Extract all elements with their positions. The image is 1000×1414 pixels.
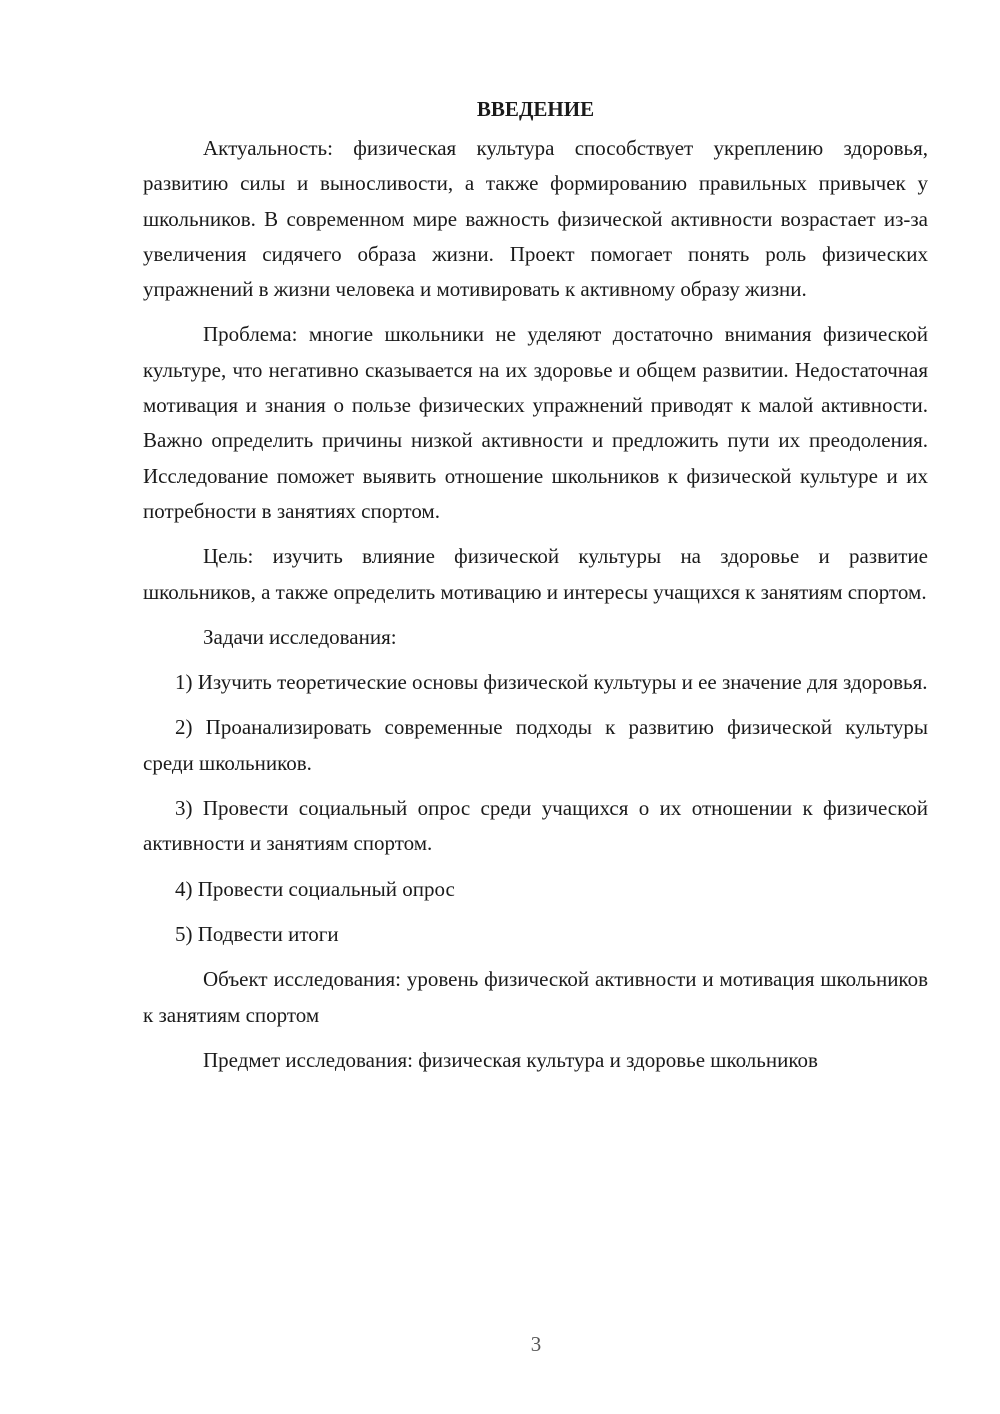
list-item: 4) Провести социальный опрос: [175, 876, 455, 901]
tasks-heading: Задачи исследования:: [203, 624, 397, 649]
list-item: 2) Проанализировать современные подходы к развитию физической культуры среди школьников.: [143, 715, 928, 775]
goal-paragraph: Цель: изучить влияние физической культуры на здоровье и развитие школьников, а также определить мотивацию и интересы учащихся к занятиям спортом.: [143, 544, 928, 604]
document-page: [143, 92, 928, 1088]
page-number: 3: [530, 1332, 542, 1356]
page-title: ВВЕДЕНИЕ: [476, 97, 595, 121]
problem-paragraph: Проблема: многие школьники не уделяют достаточно внимания физической культуре, что негативно сказывается на их здоровье и общем развитии. Недостаточная мотивация и знания о пользе физических упражнений приводят к малой активности. Важно определить причины низкой активности и предложить пути их преодоления. Исследование поможет выявить отношение школьников к физической культуре и их потребности в занятиях спортом.: [143, 322, 928, 523]
subject-paragraph: Предмет исследования: физическая культура и здоровье школьников: [203, 1047, 818, 1072]
list-item: 5) Подвести итоги: [175, 921, 339, 946]
list-item: 1) Изучить теоретические основы физической культуры и ее значение для здоровья.: [175, 670, 928, 695]
list-item: 3) Провести социальный опрос среди учащихся о их отношении к физической активности и занятиям спортом.: [143, 796, 928, 856]
relevance-paragraph: Актуальность: физическая культура способствует укреплению здоровья, развитию силы и выносливости, а также формированию правильных привычек у школьников. В современном мире важность физической активности возрастает из-за увеличения сидячего образа жизни. Проект помогает понять роль физических упражнений в жизни человека и мотивировать к активному образу жизни.: [143, 136, 928, 302]
tasks-list: [143, 665, 928, 952]
object-paragraph: Объект исследования: уровень физической активности и мотивация школьников к занятиям спортом: [143, 967, 928, 1027]
